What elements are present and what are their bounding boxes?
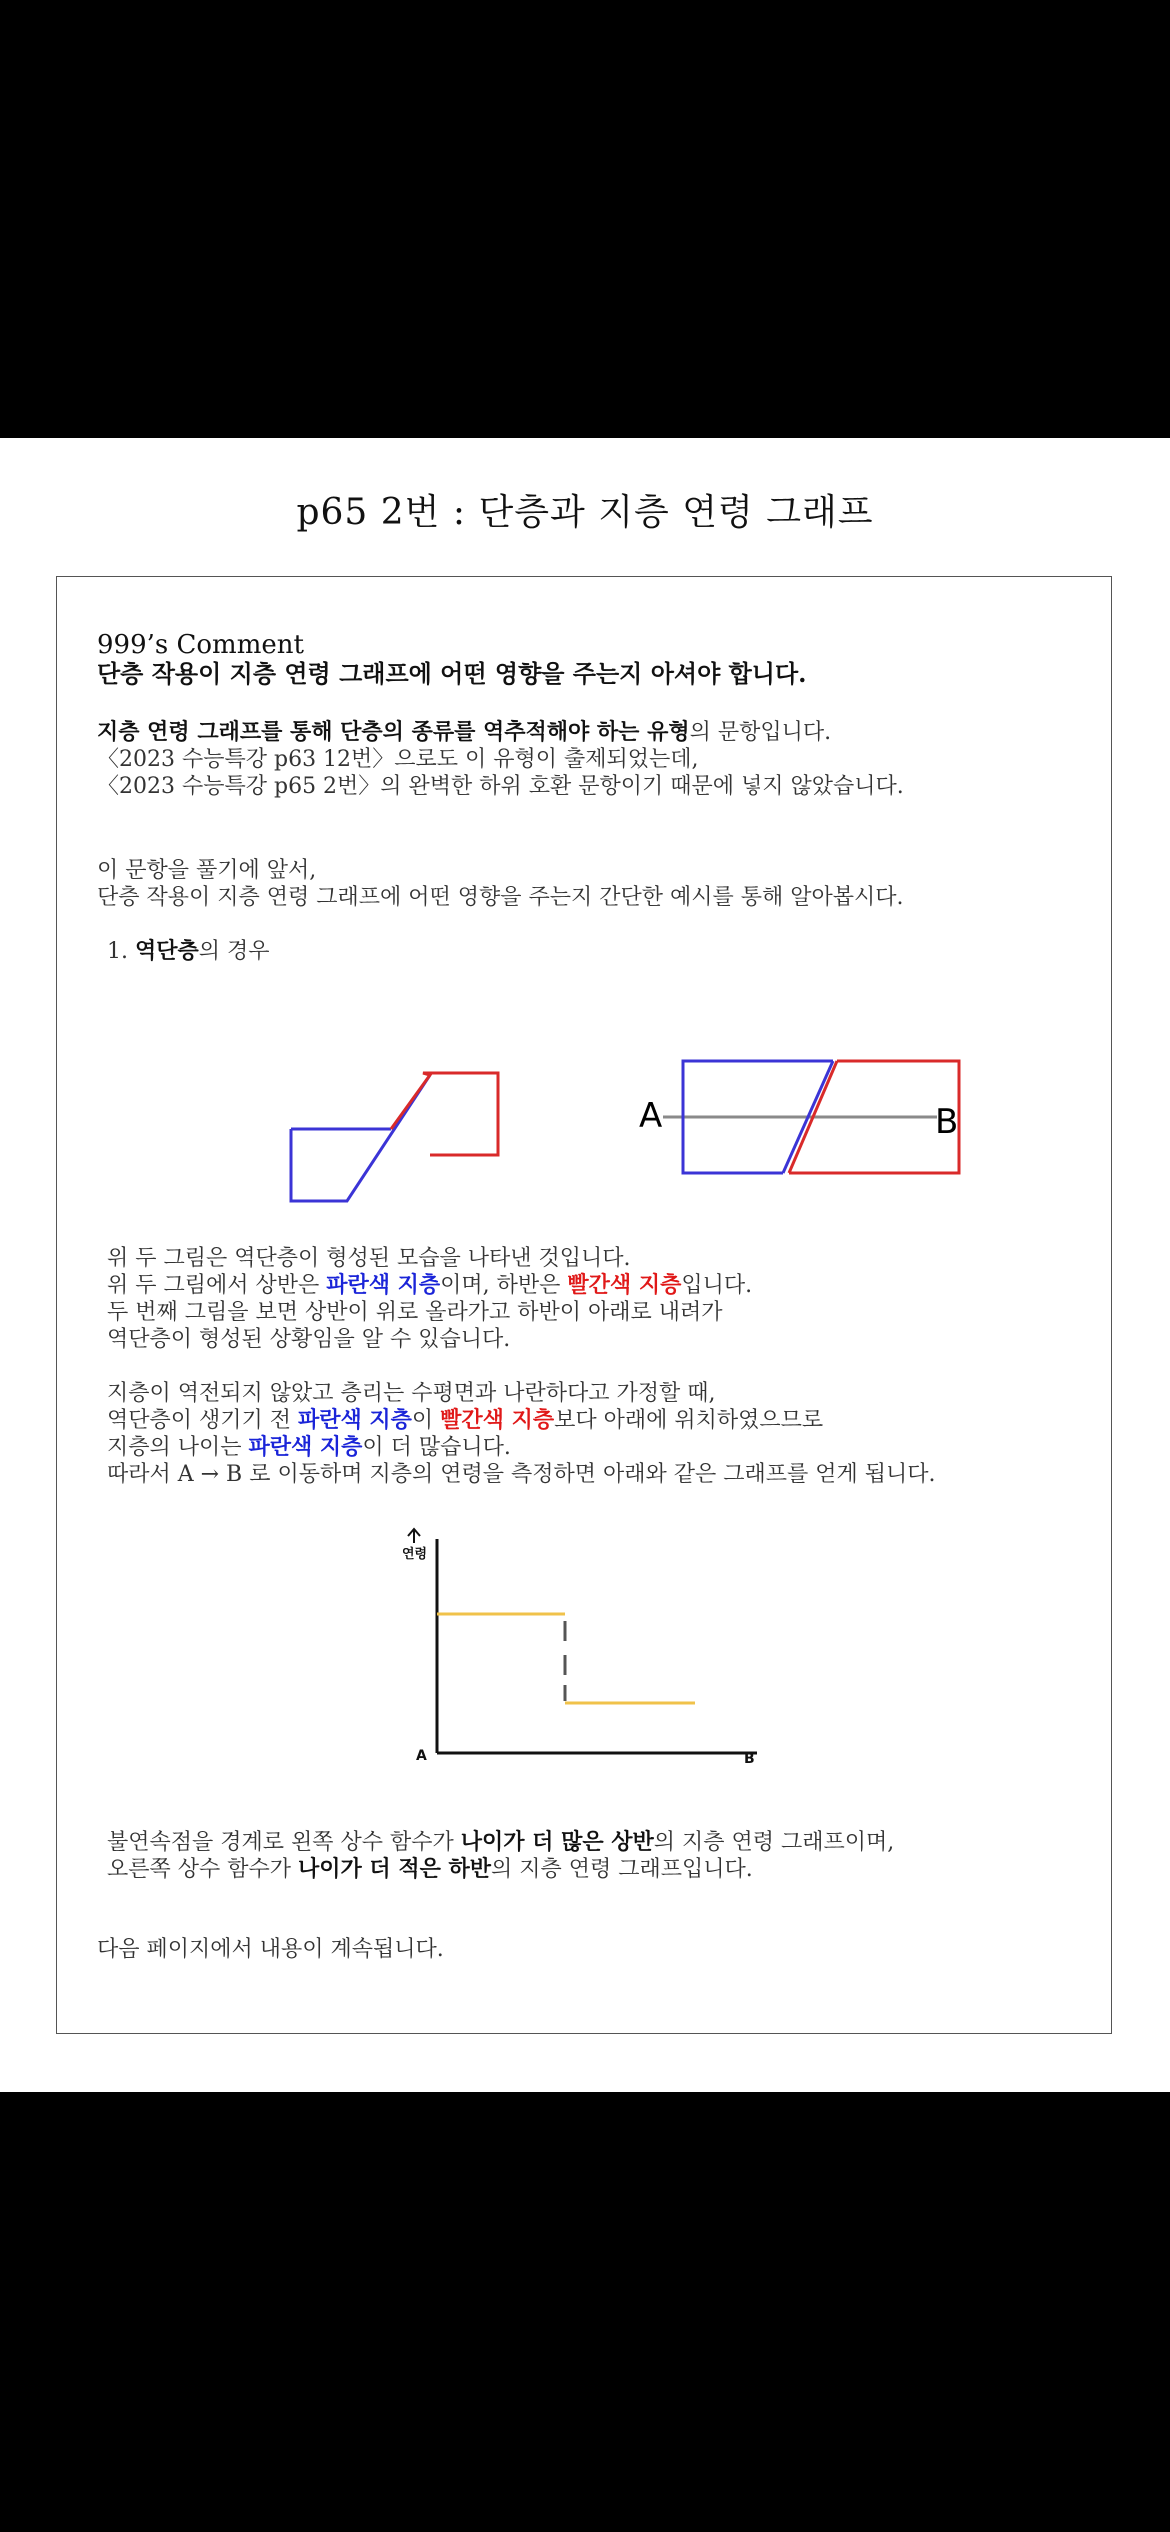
explain2-text-b: 이: [411, 1408, 441, 1433]
section-rest: 의 경우: [198, 939, 270, 964]
explain2-text-a: 역단층이 생기기 전: [107, 1408, 298, 1433]
footwall-outline: [391, 1073, 498, 1155]
page-title: p65 2번 : 단층과 지층 연령 그래프: [296, 492, 874, 533]
conclusion-text-d: 의 지층 연령 그래프입니다.: [491, 1857, 753, 1882]
intro-line-2: 〈2023 수능특강 p63 12번〉으로도 이 유형이 출제되었는데,: [97, 747, 699, 772]
conclusion-line-1: [107, 1829, 894, 1856]
x-axis-end-label: B: [744, 1751, 755, 1767]
comment-heading: 999’s Comment: [97, 630, 304, 660]
intro-emphasis: 지층 연령 그래프를 통해 단층의 종류를 역추적해야 하는 유형: [97, 719, 690, 745]
section-heading: [107, 938, 270, 965]
explain1-text-c: 입니다.: [681, 1273, 753, 1298]
prep-line-1: 이 문항을 풀기에 앞서,: [97, 858, 317, 883]
blue-layer-term: 파란색 지층: [298, 1407, 412, 1433]
intro-line-3: 〈2023 수능특강 p65 2번〉의 완벽한 하위 호환 문항이기 때문에 넣지 않았습니다.: [97, 774, 904, 799]
explain1-line-4: 역단층이 형성된 상황임을 알 수 있습니다.: [107, 1327, 511, 1352]
label-a: A: [639, 1096, 663, 1136]
continuation-note: 다음 페이지에서 내용이 계속됩니다.: [97, 1937, 444, 1962]
explain1-text-a: 위 두 그림에서 상반은: [107, 1273, 327, 1298]
explain2-text-c: 보다 아래에 위치하였으므로: [554, 1408, 824, 1433]
content-frame: [56, 576, 1112, 2034]
explain2-line-3: [107, 1434, 511, 1461]
section-emphasis: 역단층: [135, 938, 199, 964]
explain1-line-2: [107, 1272, 752, 1299]
label-b: B: [935, 1102, 959, 1142]
hanging-wall-outline: [291, 1075, 430, 1201]
explain2-line-2: [107, 1407, 823, 1434]
conclusion-text-c: 오른쪽 상수 함수가: [107, 1857, 298, 1882]
conclusion-text-b: 의 지층 연령 그래프이며,: [653, 1830, 895, 1855]
fault-diagram-right: [635, 1045, 965, 1185]
conclusion-emphasis-2: 나이가 더 적은 하반: [298, 1856, 491, 1882]
y-axis-label: 연령: [402, 1547, 428, 1562]
age-graph: [397, 1525, 777, 1785]
prep-line-2: 단층 작용이 지층 연령 그래프에 어떤 영향을 주는지 간단한 예시를 통해 알아봅시다.: [97, 885, 904, 910]
conclusion-text-a: 불연속점을 경계로 왼쪽 상수 함수가: [107, 1830, 461, 1855]
red-layer-term: 빨간색 지층: [440, 1407, 555, 1433]
document-page: [0, 438, 1170, 2092]
conclusion-line-2: [107, 1856, 753, 1883]
conclusion-emphasis-1: 나이가 더 많은 상반: [460, 1829, 654, 1855]
blue-layer-term: 파란색 지층: [248, 1434, 363, 1460]
section-number: 1.: [107, 939, 128, 964]
explain2-text-d: 지층의 나이는: [107, 1435, 249, 1460]
explain1-line-1: 위 두 그림은 역단층이 형성된 모습을 나타낸 것입니다.: [107, 1246, 631, 1271]
explain1-text-b: 이며, 하반은: [440, 1273, 568, 1298]
intro-line-1: [97, 719, 831, 746]
explain2-line-1: 지층이 역전되지 않았고 층리는 수평면과 나란하다고 가정할 때,: [107, 1381, 716, 1406]
explain2-line-4: 따라서 A → B 로 이동하며 지층의 연령을 측정하면 아래와 같은 그래프를 얻게 됩니다.: [107, 1462, 936, 1487]
explain2-text-e: 이 더 많습니다.: [362, 1435, 511, 1460]
explain1-line-3: 두 번째 그림을 보면 상반이 위로 올라가고 하반이 아래로 내려가: [107, 1300, 723, 1325]
x-axis-start-label: A: [416, 1748, 427, 1764]
comment-headline: 단층 작용이 지층 연령 그래프에 어떤 영향을 주는지 아셔야 합니다.: [97, 659, 807, 688]
intro-line-1-rest: 의 문항입니다.: [689, 720, 832, 745]
blue-layer-term: 파란색 지층: [326, 1272, 441, 1298]
fault-diagram-left: [283, 1017, 523, 1217]
red-layer-term: 빨간색 지층: [567, 1272, 682, 1298]
